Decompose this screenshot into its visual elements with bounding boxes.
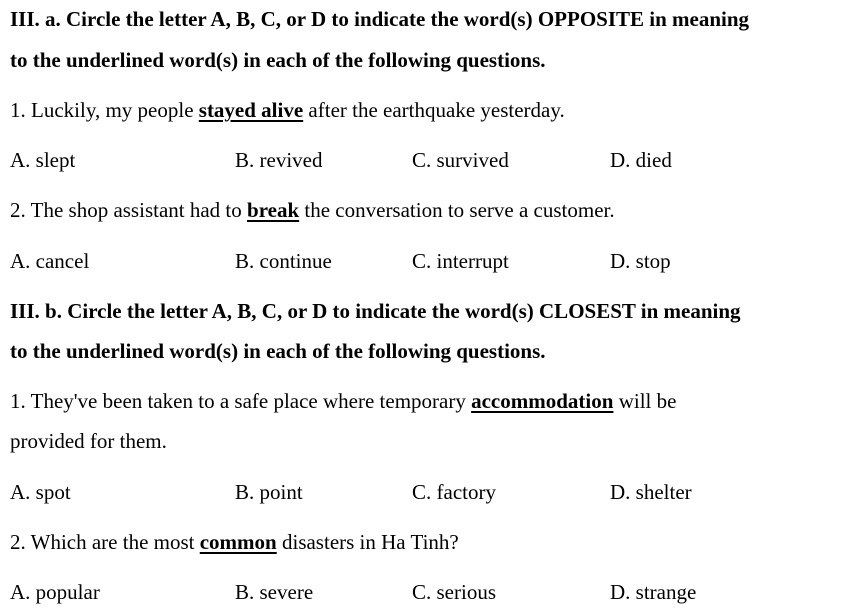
question-text-before: 1. They've been taken to a safe place where temporary [10, 389, 472, 413]
section-b-heading-line1: III. b. Circle the letter A, B, C, or D to indicate the word(s) CLOSEST in meaning [10, 299, 741, 323]
option-a[interactable]: A. slept [10, 148, 76, 172]
option-b[interactable]: B. severe [235, 580, 314, 604]
question-text-after: will be [613, 389, 677, 413]
option-c[interactable]: C. interrupt [412, 249, 509, 273]
option-b[interactable]: B. continue [235, 249, 332, 273]
option-b[interactable]: B. point [235, 480, 303, 504]
section-a-question-1 [10, 97, 565, 123]
option-a[interactable]: A. spot [10, 480, 71, 504]
option-d[interactable]: D. died [610, 148, 672, 172]
option-a[interactable]: A. popular [10, 580, 100, 604]
section-b-heading-line2: to the underlined word(s) in each of the following questions. [10, 339, 546, 363]
question-text-before: 1. Luckily, my people [10, 98, 199, 122]
option-d[interactable]: D. strange [610, 580, 697, 604]
section-b-question-2 [10, 529, 459, 555]
option-d[interactable]: D. shelter [610, 480, 692, 504]
section-a-question-2 [10, 197, 615, 223]
option-d[interactable]: D. stop [610, 249, 671, 273]
option-c[interactable]: C. factory [412, 480, 496, 504]
question-text-before: 2. The shop assistant had to [10, 198, 248, 222]
option-b[interactable]: B. revived [235, 148, 323, 172]
underlined-word: accommodation [471, 389, 614, 413]
section-a-heading-line2: to the underlined word(s) in each of the following questions. [10, 48, 546, 72]
section-b-question-1 [10, 388, 676, 414]
question-text-after: the conversation to serve a customer. [299, 198, 615, 222]
question-text-after: disasters in Ha Tinh? [276, 530, 459, 554]
option-c[interactable]: C. survived [412, 148, 509, 172]
question-text-before: 2. Which are the most [10, 530, 200, 554]
option-c[interactable]: C. serious [412, 580, 496, 604]
underlined-word: common [199, 530, 277, 554]
section-b-question-1-continuation: provided for them. [10, 429, 167, 453]
question-text-after: after the earthquake yesterday. [303, 98, 565, 122]
section-a-heading-line1: III. a. Circle the letter A, B, C, or D to indicate the word(s) OPPOSITE in meaning [10, 7, 750, 31]
underlined-word: break [247, 198, 300, 222]
underlined-word: stayed alive [198, 98, 304, 122]
option-a[interactable]: A. cancel [10, 249, 90, 273]
